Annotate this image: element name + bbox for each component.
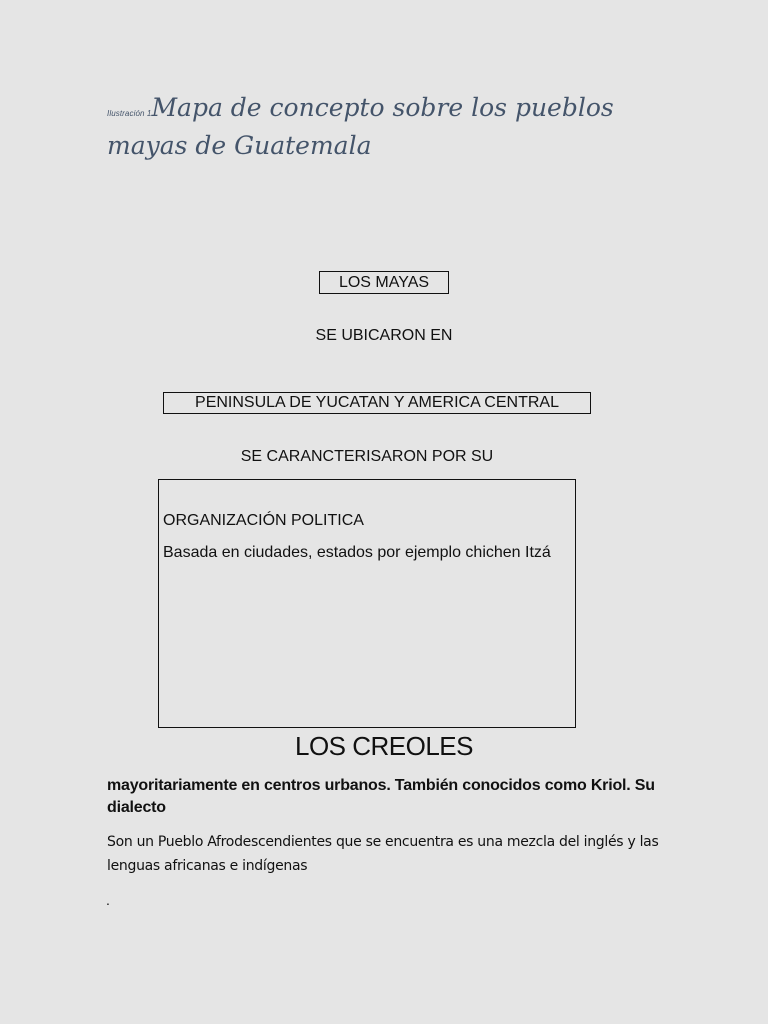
- creoles-title: LOS CREOLES: [294, 731, 473, 761]
- organizacion-heading: ORGANIZACIÓN POLITICA: [163, 512, 364, 529]
- concept-node-organizacion: [158, 479, 576, 728]
- trailing-period: .: [106, 892, 110, 908]
- concept-node-location: [163, 392, 591, 414]
- creoles-paragraph: Son un Pueblo Afrodescendientes que se encuentra es una mezcla del inglés y las lenguas africanas e indígenas: [107, 834, 659, 874]
- creoles-bold-paragraph: mayoritariamente en centros urbanos. También conocidos como Kriol. Su dialecto: [107, 777, 655, 816]
- figure-caption: [107, 92, 667, 162]
- concept-node-mayas-label: LOS MAYAS: [338, 274, 430, 291]
- concept-link-ubicaron: SE UBICARON EN: [315, 327, 453, 344]
- organizacion-description: Basada en ciudades, estados por ejemplo chichen Itzá: [163, 544, 551, 561]
- concept-link-caracterisaron: SE CARANCTERISARON POR SU: [240, 448, 494, 465]
- caption-label: Ilustración 1: [107, 109, 152, 118]
- concept-node-mayas: [319, 271, 449, 294]
- concept-node-location-label: PENINSULA DE YUCATAN Y AMERICA CENTRAL: [195, 394, 559, 411]
- caption-title: Mapa de concepto sobre los pueblos mayas de Guatemala: [107, 93, 614, 160]
